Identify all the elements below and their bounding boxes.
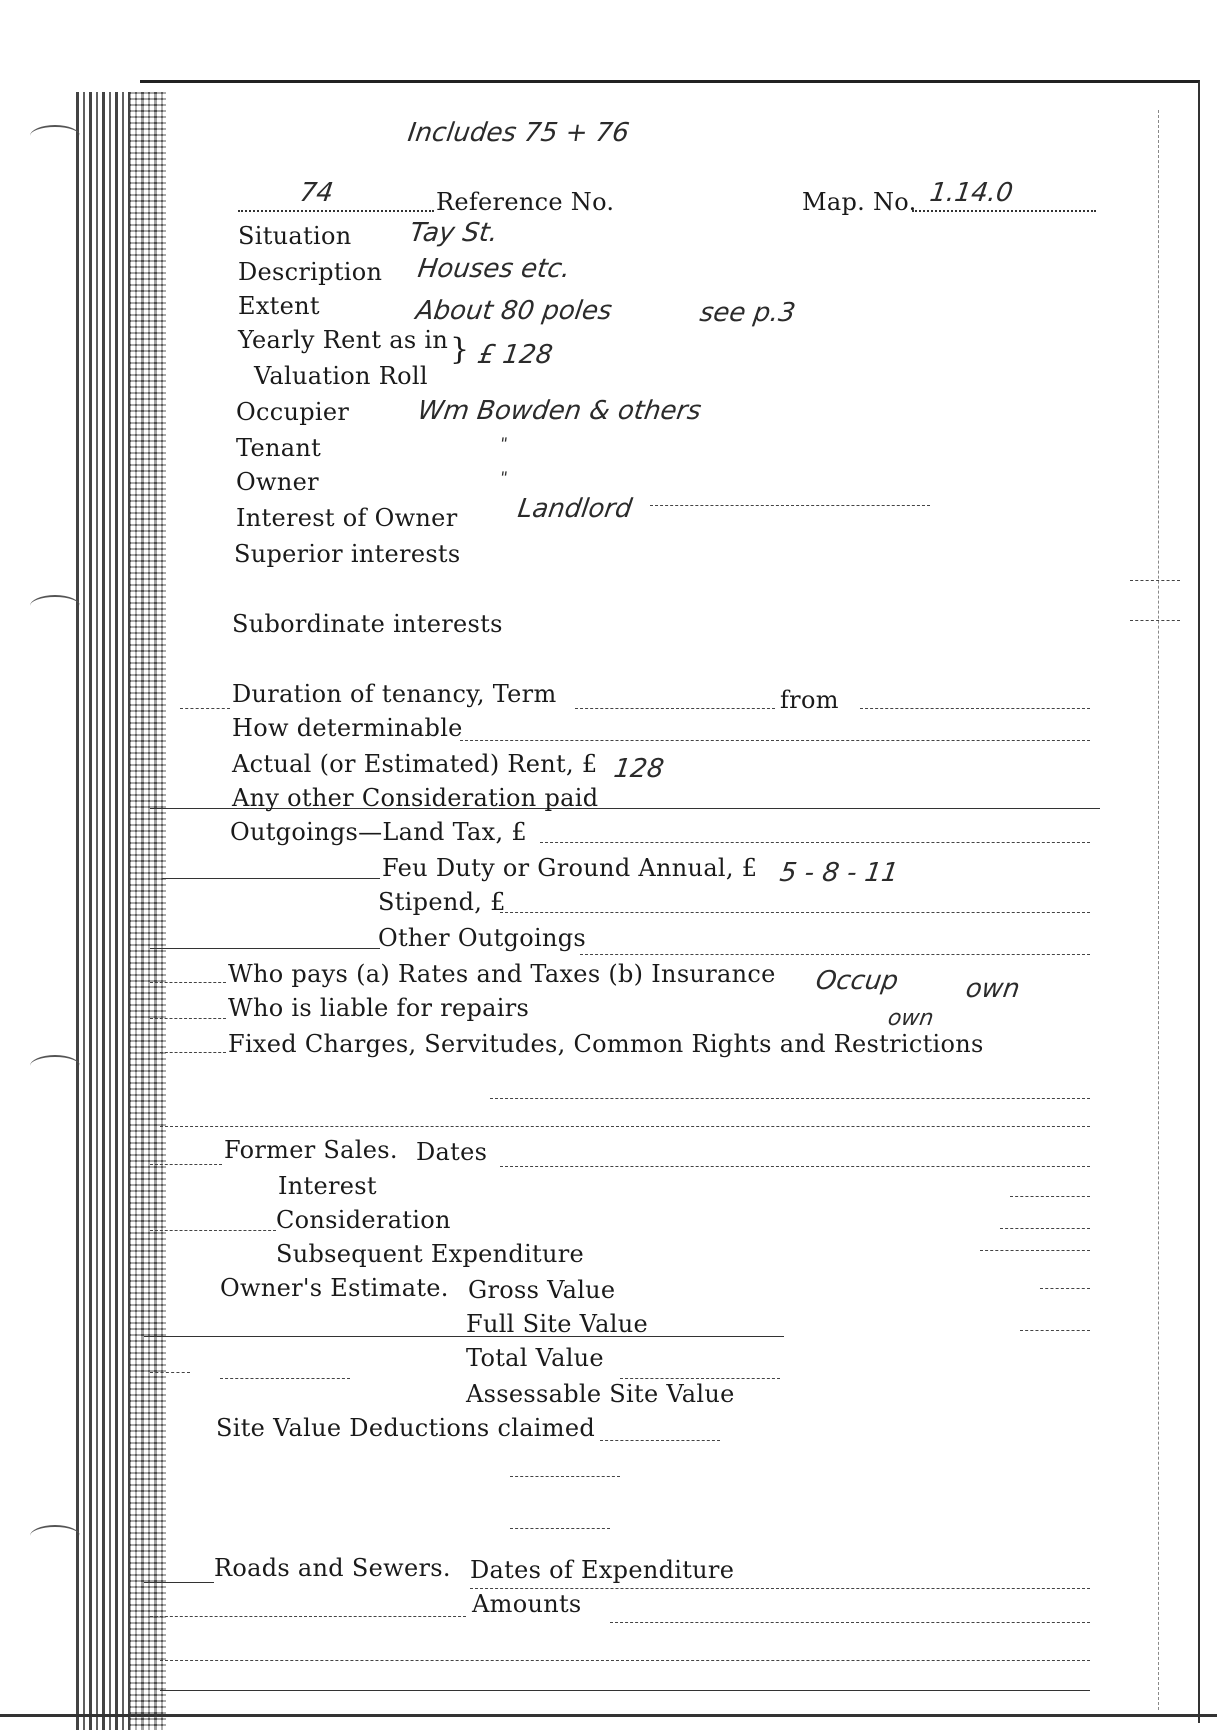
duration-from-label: from xyxy=(780,686,839,714)
fixed-charges-rule-3 xyxy=(160,1126,1090,1127)
ring-hole xyxy=(30,1525,80,1547)
who-pays-rule-left xyxy=(150,982,226,983)
former-sales-rule-left xyxy=(150,1164,222,1165)
total-value-rule xyxy=(620,1378,780,1379)
duration-from-rule xyxy=(860,708,1090,709)
full-site-value-rule-right xyxy=(1020,1330,1090,1331)
site-value-deductions-rule-2 xyxy=(510,1476,620,1477)
bottom-rule-1 xyxy=(160,1660,1090,1661)
repairs-value: own xyxy=(886,1006,936,1031)
tenant-label: Tenant xyxy=(236,434,322,462)
subordinate-rule xyxy=(1130,620,1180,621)
feu-duty-rule-left xyxy=(162,878,380,879)
owners-estimate-label: Owner's Estimate. xyxy=(220,1274,449,1302)
full-site-value-rule xyxy=(144,1336,784,1337)
interest-of-owner-label: Interest of Owner xyxy=(236,504,458,532)
page-bottom-edge xyxy=(0,1714,1217,1717)
total-value-rule-left xyxy=(150,1372,190,1373)
yearly-rent-label-line2: Valuation Roll xyxy=(254,362,428,390)
extent-value: About 80 poles xyxy=(413,296,614,326)
consideration-rule-left xyxy=(150,1230,276,1231)
assessable-site-value-label: Assessable Site Value xyxy=(466,1380,735,1408)
occupier-label: Occupier xyxy=(236,398,350,426)
former-sales-label: Former Sales. xyxy=(224,1136,398,1164)
extent-note: see p.3 xyxy=(697,298,798,328)
roads-sewers-label: Roads and Sewers. xyxy=(214,1554,451,1582)
page-edge xyxy=(1158,110,1199,1710)
total-value-rule-mid xyxy=(220,1378,350,1379)
fixed-charges-label: Fixed Charges, Servitudes, Common Rights and Restrictions xyxy=(228,1030,984,1058)
site-value-deductions-label: Site Value Deductions claimed xyxy=(216,1414,596,1442)
actual-rent-label: Actual (or Estimated) Rent, £ xyxy=(232,750,598,778)
stipend-rule xyxy=(500,912,1090,913)
subsequent-expenditure-rule xyxy=(980,1250,1090,1251)
feu-duty-label: Feu Duty or Ground Annual, £ xyxy=(382,854,758,882)
subordinate-interests-label: Subordinate interests xyxy=(232,610,503,638)
feu-duty-value: 5 - 8 - 11 xyxy=(777,858,901,888)
consideration-rule xyxy=(1000,1228,1090,1229)
other-outgoings-label: Other Outgoings xyxy=(378,924,586,952)
superior-interests-label: Superior interests xyxy=(234,540,461,568)
gross-value-rule xyxy=(1040,1288,1090,1289)
site-value-deductions-rule-3 xyxy=(510,1528,610,1529)
situation-value: Tay St. xyxy=(407,218,500,248)
owner-label: Owner xyxy=(236,468,319,496)
ring-hole xyxy=(30,595,80,617)
superior-rule xyxy=(1130,580,1180,581)
amounts-rule xyxy=(610,1622,1090,1623)
interest-rule xyxy=(1010,1196,1090,1197)
site-value-deductions-rule xyxy=(600,1440,720,1441)
other-consideration-label: Any other Consideration paid xyxy=(232,784,599,812)
situation-label: Situation xyxy=(238,222,352,250)
amounts-rule-left xyxy=(150,1616,466,1617)
yearly-rent-brace: } xyxy=(450,332,470,367)
how-determinable-label: How determinable xyxy=(232,714,463,742)
map-number: 1.14.0 xyxy=(927,178,1015,208)
other-outgoings-rule xyxy=(580,954,1090,955)
consideration-label: Consideration xyxy=(276,1206,451,1234)
ring-hole xyxy=(30,1055,80,1077)
reference-dotted-line xyxy=(238,210,434,212)
fixed-charges-rule-left xyxy=(160,1052,226,1053)
reference-number: 74 xyxy=(297,178,336,208)
repairs-label: Who is liable for repairs xyxy=(228,994,530,1022)
full-site-value-label: Full Site Value xyxy=(466,1310,648,1338)
owner-value: " xyxy=(498,468,509,487)
who-pays-label: Who pays (a) Rates and Taxes (b) Insurance xyxy=(228,960,776,988)
roads-sewers-rule-left xyxy=(144,1582,214,1583)
total-value-label: Total Value xyxy=(466,1344,604,1372)
roads-sewers-dates-label: Dates of Expenditure xyxy=(470,1556,735,1584)
subsequent-expenditure-label: Subsequent Expenditure xyxy=(276,1240,585,1268)
map-dotted-line xyxy=(912,210,1096,212)
fixed-charges-rule-2 xyxy=(490,1098,1090,1099)
how-determinable-rule xyxy=(460,740,1090,741)
stipend-label: Stipend, £ xyxy=(378,888,506,916)
former-sales-rule xyxy=(500,1166,1090,1167)
description-value: Houses etc. xyxy=(415,254,573,284)
land-tax-rule xyxy=(540,842,1090,843)
occupier-value: Wm Bowden & others xyxy=(415,396,704,426)
extent-label: Extent xyxy=(238,292,320,320)
tenant-value: " xyxy=(498,434,509,453)
interest-of-owner-value: Landlord xyxy=(515,494,634,524)
gross-value-label: Gross Value xyxy=(468,1276,616,1304)
duration-label: Duration of tenancy, Term xyxy=(232,680,557,708)
actual-rent-value: 128 xyxy=(611,754,666,784)
description-label: Description xyxy=(238,258,383,286)
yearly-rent-value: £ 128 xyxy=(475,340,555,370)
ring-hole xyxy=(30,125,80,147)
bottom-rule-2 xyxy=(160,1690,1090,1691)
duration-rule xyxy=(575,708,775,709)
interest-label: Interest xyxy=(278,1172,377,1200)
roads-sewers-dates-rule xyxy=(470,1588,1090,1589)
land-tax-label: Outgoings—Land Tax, £ xyxy=(230,818,527,846)
former-sales-dates-label: Dates xyxy=(416,1138,488,1166)
header-note: Includes 75 + 76 xyxy=(405,118,632,148)
interest-of-owner-rule xyxy=(650,505,930,506)
who-pays-value-a: Occup xyxy=(813,966,901,996)
other-outgoings-rule-left xyxy=(150,948,380,949)
repairs-rule-left xyxy=(150,1018,226,1019)
duration-rule-left xyxy=(180,708,230,709)
yearly-rent-label-line1: Yearly Rent as in xyxy=(238,326,449,354)
reference-label: Reference No. xyxy=(436,188,615,216)
map-label: Map. No. xyxy=(802,188,917,216)
amounts-label: Amounts xyxy=(472,1590,582,1618)
who-pays-value-b: own xyxy=(963,974,1022,1004)
